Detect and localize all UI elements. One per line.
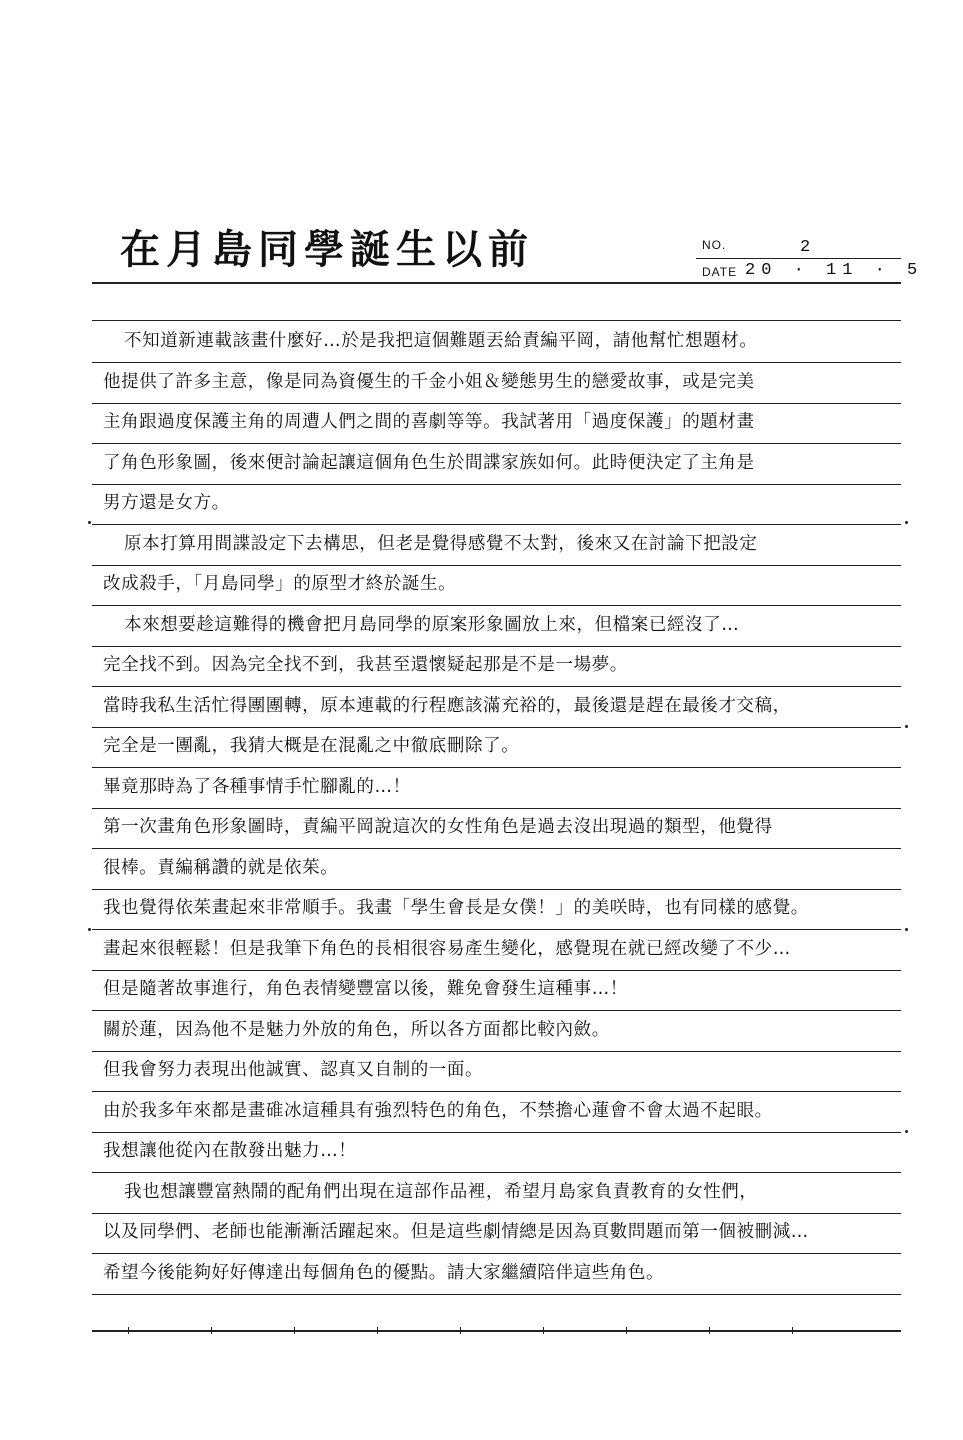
text-line: 不知道新連載該畫什麼好…於是我把這個難題丟給責編平岡，請他幫忙想題材。 xyxy=(124,331,758,351)
text-line: 當時我私生活忙得團團轉，原本連載的行程應該滿充裕的，最後還是趕在最後才交稿， xyxy=(103,695,791,716)
ruled-line xyxy=(92,1253,901,1254)
margin-dot xyxy=(905,521,908,524)
ruled-line xyxy=(92,970,901,971)
ruled-line xyxy=(92,524,901,525)
text-line: 關於蓮，因為他不是魅力外放的角色，所以各方面都比較內斂。 xyxy=(103,1019,610,1040)
page-title: 在月島同學誕生以前 xyxy=(120,227,534,273)
ruled-line xyxy=(92,808,901,809)
text-line: 了角色形象圖，後來便討論起讓這個角色生於間諜家族如何。此時便決定了主角是 xyxy=(103,452,755,473)
header-rule xyxy=(92,282,901,284)
text-line: 很棒。責編稱讚的就是依茱。 xyxy=(103,857,339,878)
tick-mark xyxy=(294,1327,295,1334)
text-line: 以及同學們、老師也能漸漸活躍起來。但是這些劇情總是因為頁數問題而第一個被刪減… xyxy=(103,1222,809,1242)
margin-dot xyxy=(905,928,908,931)
text-line: 但是隨著故事進行，角色表情變豐富以後，難免會發生這種事…！ xyxy=(103,979,628,999)
text-line: 我也覺得依茱畫起來非常順手。我畫「學生會長是女僕！」的美咲時，也有同樣的感覺。 xyxy=(103,898,809,918)
margin-dot xyxy=(905,1130,908,1133)
ruled-line xyxy=(92,362,901,363)
ruled-line xyxy=(92,565,901,566)
text-line: 他提供了許多主意，像是同為資優生的千金小姐＆變態男生的戀愛故事，或是完美 xyxy=(103,371,755,392)
date-label: DATE xyxy=(702,265,738,279)
ruled-line xyxy=(92,605,901,606)
no-label: NO. xyxy=(702,238,727,252)
margin-dot xyxy=(88,928,91,931)
ruled-line xyxy=(92,320,901,321)
ruled-line xyxy=(92,1294,901,1295)
text-line: 我想讓他從內在散發出魅力…！ xyxy=(103,1141,357,1161)
ruled-line xyxy=(92,1051,901,1052)
text-line: 完全找不到。因為完全找不到，我甚至還懷疑起那是不是一場夢。 xyxy=(103,655,628,675)
ruled-line xyxy=(92,484,901,485)
text-line: 我也想讓豐富熱鬧的配角們出現在這部作品裡，希望月島家負責教育的女性們， xyxy=(124,1181,758,1202)
ruled-line xyxy=(92,1132,901,1133)
tick-mark xyxy=(377,1327,378,1334)
tick-mark xyxy=(792,1327,793,1334)
text-line: 第一次畫角色形象圖時，責編平岡說這次的女性角色是過去沒出現過的類型，他覺得 xyxy=(103,817,773,837)
tick-mark xyxy=(543,1327,544,1334)
ruled-line xyxy=(92,848,901,849)
ruled-line xyxy=(92,686,901,687)
ruled-line xyxy=(92,443,901,444)
margin-dot xyxy=(905,725,908,728)
tick-mark xyxy=(460,1327,461,1334)
date-value: 20 · 11 · 5 xyxy=(745,261,924,280)
ruled-line xyxy=(92,1213,901,1214)
text-line: 希望今後能夠好好傳達出每個角色的優點。請大家繼續陪伴這些角色。 xyxy=(103,1262,665,1283)
text-line: 原本打算用間諜設定下去構思，但老是覺得感覺不太對，後來又在討論下把設定 xyxy=(124,533,758,554)
no-value: 2 xyxy=(800,238,817,257)
text-line: 由於我多年來都是畫碓冰這種具有強烈特色的角色，不禁擔心蓮會不會太過不起眼。 xyxy=(103,1100,773,1121)
margin-dot xyxy=(88,521,91,524)
no-underline xyxy=(696,258,901,259)
tick-mark xyxy=(709,1327,710,1334)
ruled-line xyxy=(92,646,901,647)
text-line: 男方還是女方。 xyxy=(103,493,230,513)
text-line: 主角跟過度保護主角的周遭人們之間的喜劇等等。我試著用「過度保護」的題材畫 xyxy=(103,412,755,432)
tick-mark xyxy=(128,1327,129,1334)
tick-mark xyxy=(211,1327,212,1334)
ruled-line xyxy=(92,889,901,890)
ruled-line xyxy=(92,767,901,768)
ruled-line xyxy=(92,1010,901,1011)
ruled-line xyxy=(92,1172,901,1173)
footer-rule xyxy=(92,1330,901,1332)
ruled-line xyxy=(92,929,901,930)
text-line: 本來想要趁這難得的機會把月島同學的原案形象圖放上來，但檔案已經沒了… xyxy=(124,614,740,635)
text-line: 完全是一團亂，我猜大概是在混亂之中徹底刪除了。 xyxy=(103,736,520,756)
text-line: 改成殺手，「月島同學」的原型才終於誕生。 xyxy=(103,574,457,594)
ruled-line xyxy=(92,1091,901,1092)
tick-mark xyxy=(626,1327,627,1334)
ruled-line xyxy=(92,403,901,404)
ruled-line xyxy=(92,727,901,728)
text-line: 但我會努力表現出他誠實、認真又自制的一面。 xyxy=(103,1060,484,1080)
text-line: 畫起來很輕鬆！但是我筆下角色的長相很容易產生變化，感覺現在就已經改變了不少… xyxy=(103,938,791,959)
text-line: 畢竟那時為了各種事情手忙腳亂的…！ xyxy=(103,776,411,797)
